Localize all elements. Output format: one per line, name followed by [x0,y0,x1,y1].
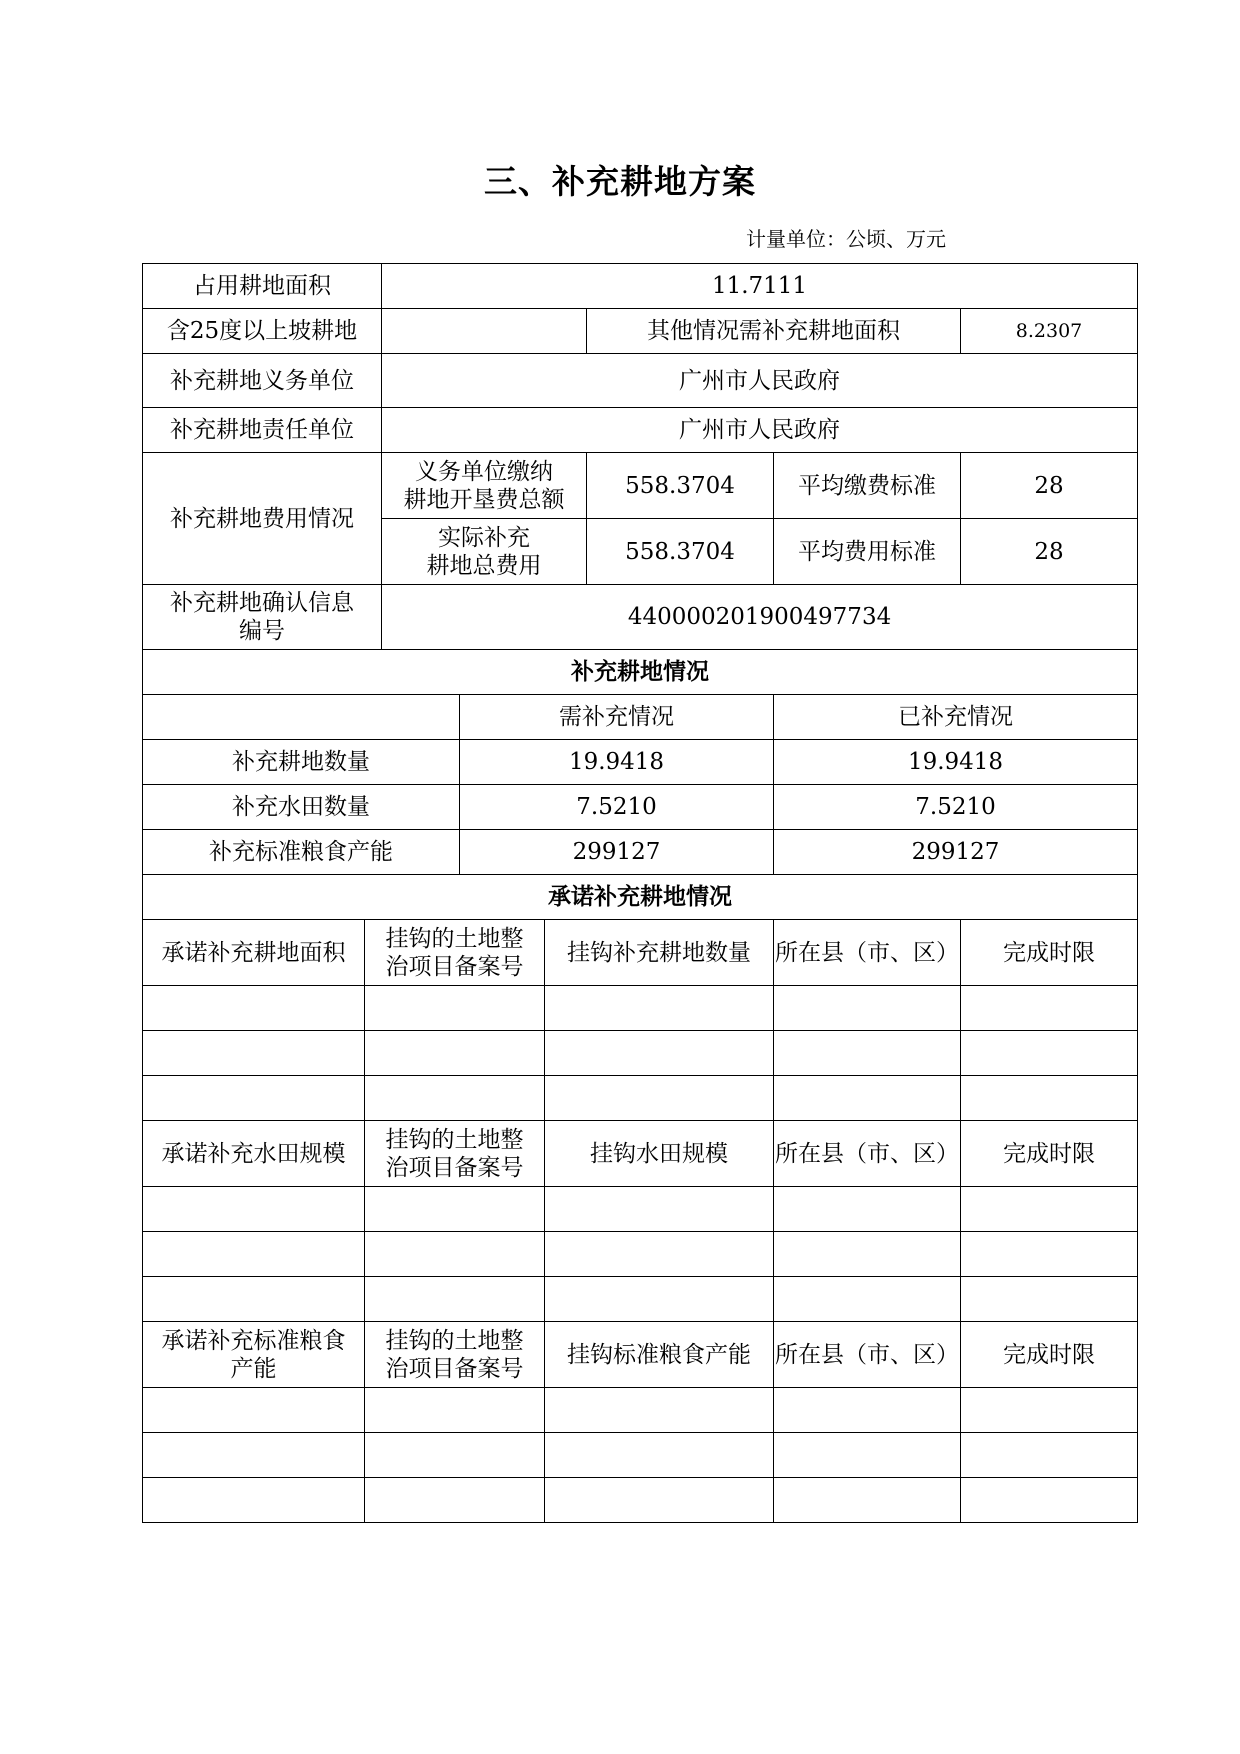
empty-cell [143,1076,365,1121]
unit-note: 计量单位：公顷、万元 [746,227,946,251]
empty-cell [545,1031,774,1076]
empty-cell [545,1277,774,1322]
empty-cell [774,1232,961,1277]
confirmation-number-label [143,585,382,650]
supplement-corner-cell [143,695,460,740]
obligation-unit-label: 补充耕地义务单位 [143,354,382,408]
row-confirmation-number [143,585,1138,650]
empty-cell [545,1433,774,1478]
confirmation-label-line-1: 补充耕地确认信息 [170,590,354,616]
responsibility-unit-label: 补充耕地责任单位 [143,408,382,453]
empty-cell [143,1433,365,1478]
empty-cell [365,1388,545,1433]
empty-cell [143,986,365,1031]
supplement-row-done: 19.9418 [774,740,1138,785]
row-supplement-columns [143,695,1138,740]
empty-cell [545,1187,774,1232]
responsibility-unit-value: 广州市人民政府 [382,408,1138,453]
confirmation-label-line-2: 编号 [239,618,285,644]
empty-cell [143,1478,365,1523]
occupied-area-label: 占用耕地面积 [143,264,382,309]
fee-paid-standard-label: 平均缴费标准 [774,453,961,519]
empty-cell [961,1076,1138,1121]
project-header-line-1: 挂钩的土地整 [385,1327,524,1354]
supplement-row-label: 补充耕地数量 [143,740,460,785]
fee-actual-amount: 558.3704 [587,519,774,585]
empty-cell [774,1433,961,1478]
empty-cell [545,1478,774,1523]
supplement-row-required: 19.9418 [460,740,774,785]
supplement-row-done: 7.5210 [774,785,1138,830]
table-row [143,986,1138,1031]
supplement-row-required: 7.5210 [460,785,774,830]
occupied-area-value: 11.7111 [382,264,1138,309]
empty-cell [961,1478,1138,1523]
project-header-line-2: 治项目备案号 [385,953,524,980]
empty-cell [961,1433,1138,1478]
commitment-label [143,920,365,986]
project-header-line-1: 挂钩的土地整 [385,1126,524,1153]
supplement-row-label: 补充标准粮食产能 [143,830,460,875]
empty-cell [365,1232,545,1277]
empty-cell [961,1187,1138,1232]
commitment-heading: 承诺补充耕地情况 [143,875,1138,920]
supplement-row-done: 299127 [774,830,1138,875]
commitment-section-header [143,1322,1138,1388]
empty-cell [365,1076,545,1121]
other-supplement-label: 其他情况需补充耕地面积 [587,309,961,354]
supplement-heading: 补充耕地情况 [143,650,1138,695]
empty-cell [545,1232,774,1277]
empty-cell [774,1388,961,1433]
empty-cell [774,1277,961,1322]
commitment-deadline-header: 完成时限 [961,920,1138,986]
table-row [143,1031,1138,1076]
fee-actual-standard-value: 28 [961,519,1138,585]
row-commitment-heading [143,875,1138,920]
supplement-row-label: 补充水田数量 [143,785,460,830]
table-row [143,1187,1138,1232]
supplement-done-header: 已补充情况 [774,695,1138,740]
row-supplement-heading [143,650,1138,695]
commitment-county-header: 所在县（市、区） [774,1121,961,1187]
fee-paid-label-line-1: 义务单位缴纳 [415,458,553,485]
empty-cell [961,1031,1138,1076]
confirmation-number-value: 440000201900497734 [382,585,1138,650]
supplement-row-required: 299127 [460,830,774,875]
fee-paid-standard-value: 28 [961,453,1138,519]
commitment-linked-header: 挂钩水田规模 [545,1121,774,1187]
row-responsibility-unit [143,408,1138,453]
empty-cell [365,1031,545,1076]
row-fee-paid [143,453,1138,519]
commitment-deadline-header: 完成时限 [961,1322,1138,1388]
fee-section-label: 补充耕地费用情况 [143,453,382,585]
slope-farmland-label: 含25度以上坡耕地 [143,309,382,354]
row-obligation-unit [143,354,1138,408]
commitment-county-header: 所在县（市、区） [774,1322,961,1388]
fee-actual-standard-label: 平均费用标准 [774,519,961,585]
commitment-section-header [143,920,1138,986]
row-occupied-area [143,264,1138,309]
empty-cell [774,1478,961,1523]
empty-cell [774,1076,961,1121]
empty-cell [365,1277,545,1322]
commitment-label-line-1: 承诺补充耕地面积 [161,939,346,966]
commitment-label-line-1: 承诺补充标准粮食 [161,1327,346,1354]
commitment-linked-header: 挂钩标准粮食产能 [545,1322,774,1388]
table-row [143,1232,1138,1277]
slope-farmland-value [382,309,587,354]
empty-cell [365,1187,545,1232]
fee-actual-label-line-2: 耕地总费用 [426,552,542,579]
commitment-project-number-header [365,1121,545,1187]
commitment-deadline-header: 完成时限 [961,1121,1138,1187]
empty-cell [774,1031,961,1076]
commitment-label-line-2: 产能 [230,1355,277,1382]
empty-cell [365,1433,545,1478]
other-supplement-value: 8.2307 [961,309,1138,354]
commitment-label-line-1: 承诺补充水田规模 [161,1140,346,1167]
obligation-unit-value: 广州市人民政府 [382,354,1138,408]
fee-paid-label-line-2: 耕地开垦费总额 [403,486,565,513]
commitment-label [143,1322,365,1388]
project-header-line-2: 治项目备案号 [385,1355,524,1382]
commitment-project-number-header [365,920,545,986]
empty-cell [961,1277,1138,1322]
commitment-project-number-header [365,1322,545,1388]
commitment-linked-header: 挂钩补充耕地数量 [545,920,774,986]
farmland-plan-table [142,263,1138,1523]
empty-cell [143,1277,365,1322]
table-row [143,785,1138,830]
table-row [143,1388,1138,1433]
empty-cell [143,1388,365,1433]
project-header-line-2: 治项目备案号 [385,1154,524,1181]
commitment-county-header: 所在县（市、区） [774,920,961,986]
empty-cell [774,986,961,1031]
empty-cell [961,1232,1138,1277]
empty-cell [143,1187,365,1232]
empty-cell [545,1388,774,1433]
empty-cell [774,1187,961,1232]
empty-cell [143,1031,365,1076]
table-row [143,1478,1138,1523]
fee-actual-label-line-1: 实际补充 [438,524,530,551]
empty-cell [961,1388,1138,1433]
empty-cell [545,986,774,1031]
commitment-label [143,1121,365,1187]
empty-cell [143,1232,365,1277]
table-row [143,1277,1138,1322]
empty-cell [545,1076,774,1121]
table-row [143,830,1138,875]
fee-paid-label [382,453,587,519]
empty-cell [961,986,1138,1031]
table-row [143,740,1138,785]
empty-cell [365,1478,545,1523]
empty-cell [365,986,545,1031]
fee-actual-label [382,519,587,585]
commitment-section-header [143,1121,1138,1187]
project-header-line-1: 挂钩的土地整 [385,925,524,952]
table-row [143,1433,1138,1478]
row-slope-farmland [143,309,1138,354]
fee-paid-amount: 558.3704 [587,453,774,519]
supplement-required-header: 需补充情况 [460,695,774,740]
page-title: 三、补充耕地方案 [484,162,756,201]
table-row [143,1076,1138,1121]
